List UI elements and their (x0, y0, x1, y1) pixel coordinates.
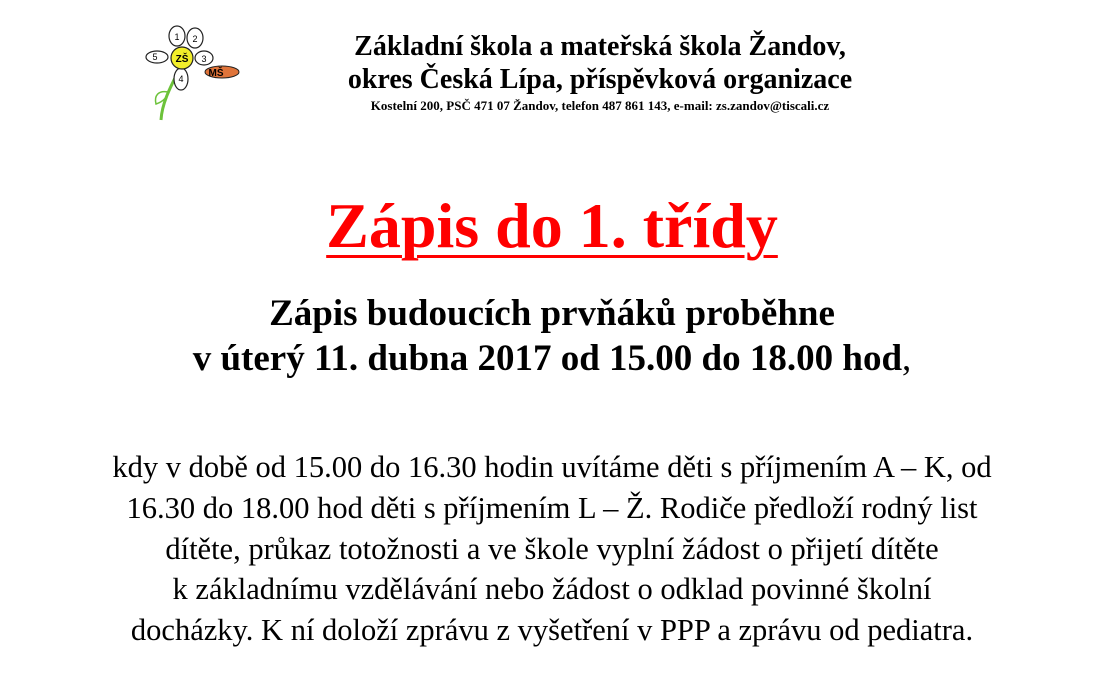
logo-petal-1-label: 1 (174, 32, 180, 42)
school-contact: Kostelní 200, PSČ 471 07 Žandov, telefon 487 861 143, e-mail: zs.zandov@tiscali.cz (370, 98, 830, 113)
body-line: docházky. K ní doloží zprávu z vyšetření v PPP a zprávu od pediatra. (130, 613, 974, 648)
subtitle-comma: , (902, 338, 912, 379)
logo-petal-2-label: 2 (192, 34, 198, 44)
school-logo (140, 22, 244, 122)
school-name: Základní škola a mateřská škola Žandov, (354, 31, 846, 62)
body-line: kdy v době od 15.00 do 16.30 hodin uvítáme děti s příjmením A – K, od (112, 450, 992, 484)
logo-petal-5-label: 5 (152, 52, 158, 62)
page-title: Zápis do 1. třídy (326, 190, 778, 261)
body-line: dítěte, průkaz totožnosti a ve škole vyplní žádost o přijetí dítěte (165, 531, 939, 566)
school-header (268, 30, 932, 115)
logo-center-label: ZŠ (175, 54, 189, 65)
logo-petal-3-label: 3 (201, 54, 207, 64)
logo-leaf-label: MŠ (208, 68, 224, 79)
body-paragraph (0, 447, 1104, 651)
body-line: k základnímu vzdělávání nebo žádost o odklad povinné školní (172, 572, 932, 607)
logo-petal-4-label: 4 (178, 74, 184, 84)
subtitle-line-2: v úterý 11. dubna 2017 od 15.00 do 18.00 hod (192, 338, 903, 379)
enrollment-date (0, 291, 1104, 381)
school-district: okres Česká Lípa, příspěvková organizace (347, 64, 853, 95)
subtitle-line-2-wrap (0, 336, 1104, 381)
body-line: 16.30 do 18.00 hod děti s příjmením L – Ž. Rodiče předloží rodný list (126, 490, 978, 525)
subtitle-line-1: Zápis budoucích prvňáků proběhne (269, 293, 835, 334)
